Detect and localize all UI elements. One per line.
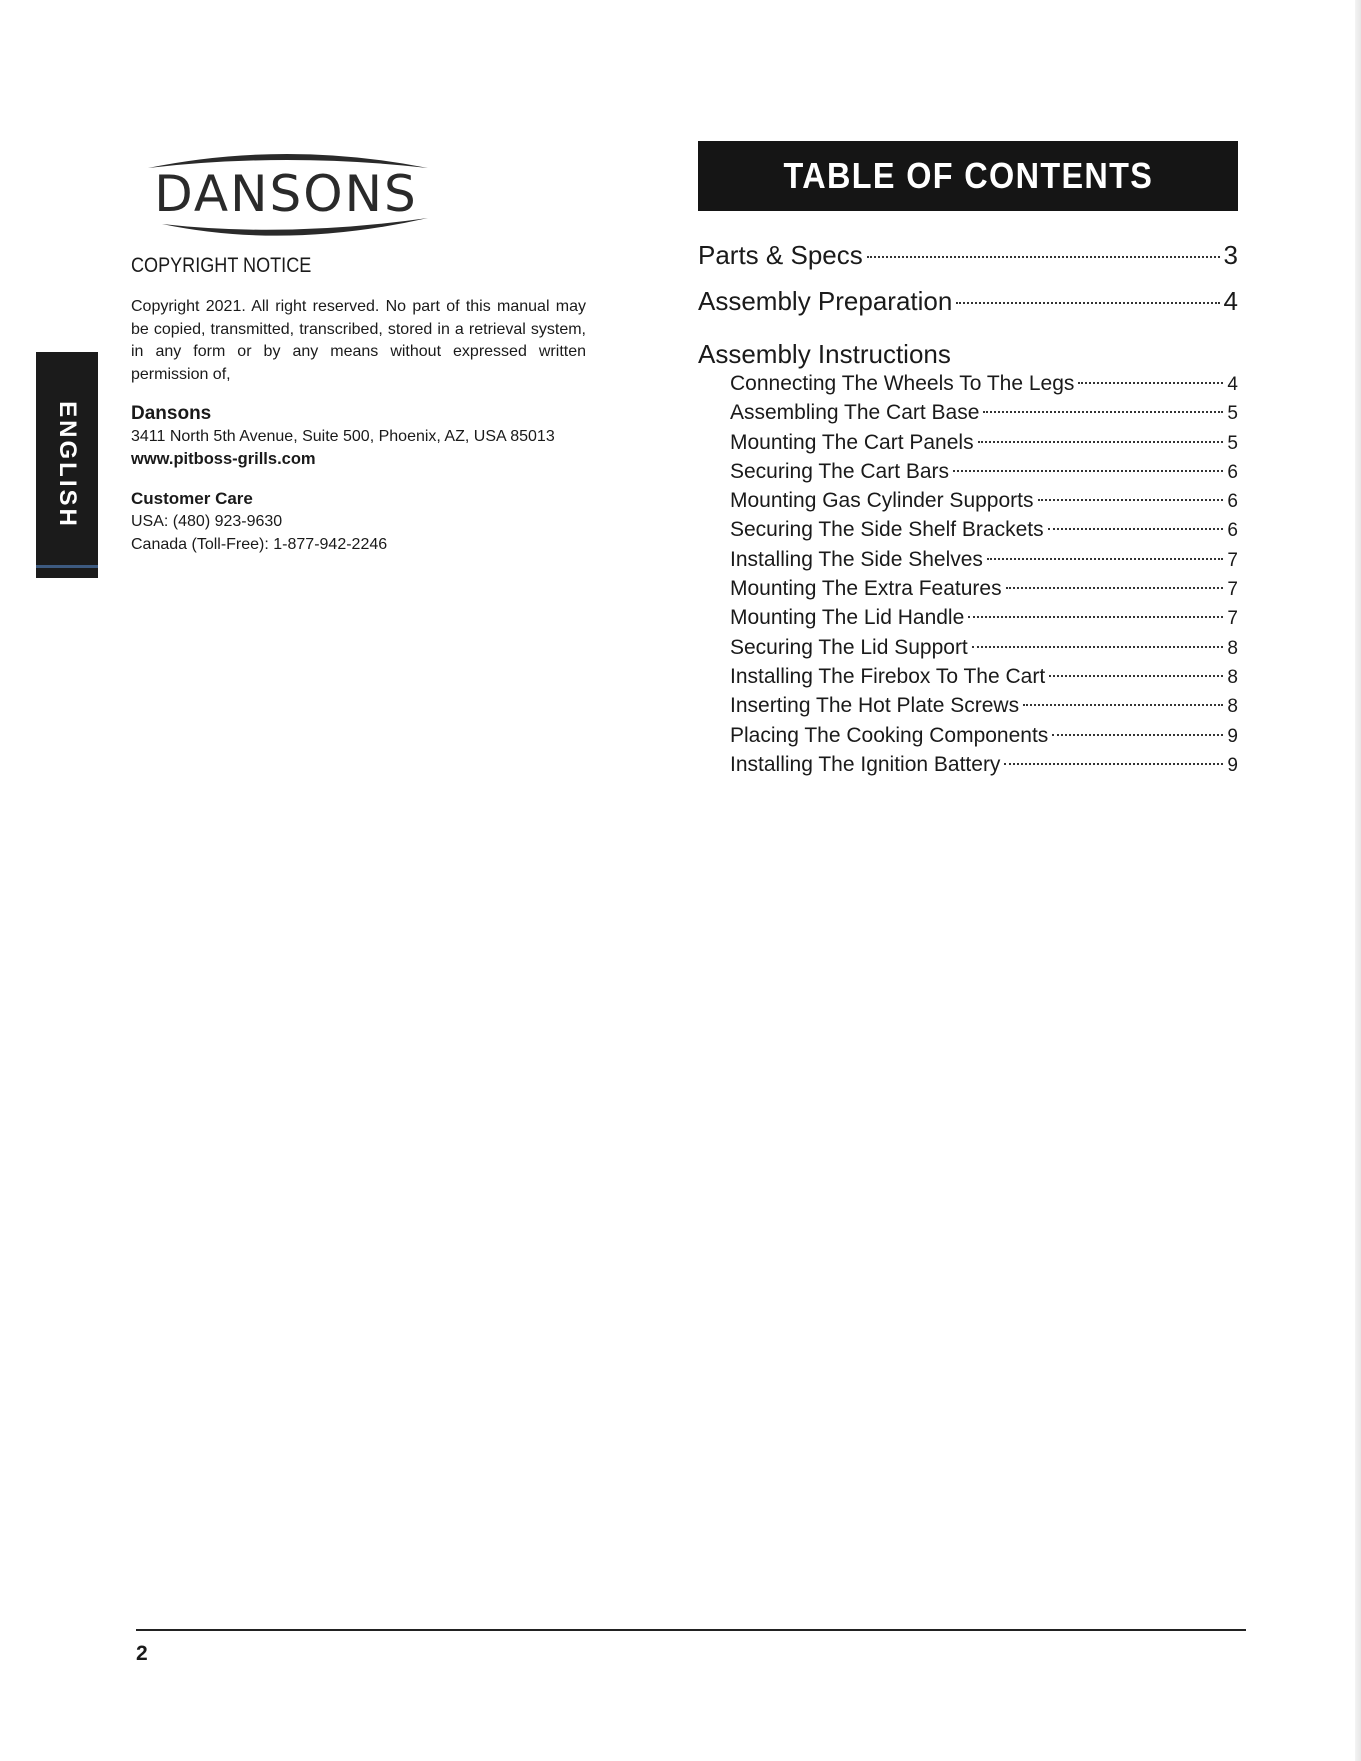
toc-subentry-page: 8 — [1227, 696, 1238, 718]
toc-subentry-label: Securing The Side Shelf Brackets — [730, 518, 1044, 542]
toc-subentry[interactable] — [730, 724, 1238, 753]
toc-leader-dots — [972, 646, 1224, 648]
toc-subentry-label: Installing The Ignition Battery — [730, 752, 1001, 776]
toc-subentry-page: 5 — [1227, 403, 1238, 425]
toc-subentry[interactable] — [730, 753, 1238, 782]
toc-subentry-page: 7 — [1227, 608, 1238, 630]
toc-leader-dots — [1004, 763, 1223, 765]
toc-subentry-page: 9 — [1227, 754, 1238, 776]
toc-subentry-label: Connecting The Wheels To The Legs — [730, 372, 1075, 395]
toc-entry[interactable] — [698, 240, 1238, 286]
toc-title: TABLE OF CONTENTS — [783, 155, 1153, 196]
toc-subentry-page: 8 — [1227, 666, 1238, 688]
footer-divider — [136, 1629, 1246, 1631]
toc-subentry-label: Mounting The Extra Features — [730, 577, 1002, 601]
toc-leader-dots — [1078, 382, 1223, 384]
language-tab-accent — [36, 565, 98, 568]
toc-subentry-label: Mounting The Cart Panels — [730, 430, 974, 454]
language-tab-label: ENGLISH — [54, 401, 81, 529]
toc-subentry[interactable] — [730, 665, 1238, 694]
company-name: Dansons — [131, 403, 212, 424]
toc-entry-label: Assembly Preparation — [698, 286, 953, 316]
toc-leader-dots — [867, 256, 1220, 258]
toc-subentry[interactable] — [730, 577, 1238, 606]
toc-subentry-page: 6 — [1227, 461, 1238, 483]
toc-subentry[interactable] — [730, 401, 1238, 430]
toc-leader-dots — [987, 558, 1223, 560]
toc-subentry-page: 4 — [1227, 374, 1238, 395]
toc-leader-dots — [956, 302, 1219, 304]
toc-subentry-label: Securing The Lid Support — [730, 635, 968, 659]
toc-header — [698, 141, 1238, 211]
toc-subentry-page: 5 — [1227, 432, 1238, 454]
copyright-heading: COPYRIGHT NOTICE — [131, 254, 312, 277]
toc-leader-dots — [1049, 675, 1223, 677]
toc-entry-label: Parts & Specs — [698, 240, 863, 270]
dansons-logo — [128, 146, 444, 242]
toc-leader-dots — [1038, 499, 1224, 501]
toc-subentry-label: Securing The Cart Bars — [730, 459, 950, 483]
toc-leader-dots — [1006, 587, 1224, 589]
customer-care-heading: Customer Care — [131, 489, 253, 508]
toc-subentry-page: 6 — [1227, 520, 1238, 542]
toc-subentry-label: Mounting Gas Cylinder Supports — [730, 489, 1034, 513]
toc-leader-dots — [953, 470, 1223, 472]
toc-entry[interactable] — [698, 286, 1238, 332]
toc-subentry[interactable] — [730, 636, 1238, 665]
copyright-body: Copyright 2021. All right reserved. No part of this manual may be copied, transmitted, transcribed, stored in a retrieval system, in any form or by any means without expressed written permission of, — [131, 298, 586, 383]
copyright-column — [131, 254, 586, 556]
toc-subentry-page: 8 — [1227, 637, 1238, 659]
toc-entry-page: 3 — [1223, 240, 1238, 270]
toc-section-heading: Assembly Instructions — [698, 339, 951, 369]
toc-subentry-page: 7 — [1227, 549, 1238, 571]
toc-subentry-label: Installing The Firebox To The Cart — [730, 664, 1046, 688]
toc-subentry-label: Placing The Cooking Components — [730, 723, 1049, 747]
logo-text: DANSONS — [154, 165, 418, 223]
toc-subentry[interactable] — [730, 548, 1238, 577]
page-edge — [1355, 0, 1361, 1761]
toc-subentry-page: 7 — [1227, 579, 1238, 601]
toc-leader-dots — [968, 616, 1223, 618]
toc-subentry-page: 6 — [1227, 491, 1238, 513]
company-address: 3411 North 5th Avenue, Suite 500, Phoenix, AZ, USA 85013 — [131, 428, 555, 445]
customer-care-usa: USA: (480) 923-9630 — [131, 513, 283, 530]
toc-subentry[interactable] — [730, 431, 1238, 460]
table-of-contents — [698, 240, 1238, 782]
toc-subentry[interactable] — [730, 372, 1238, 401]
toc-leader-dots — [1023, 704, 1223, 706]
language-tab — [36, 352, 98, 578]
toc-subentry[interactable] — [730, 489, 1238, 518]
toc-entry-page: 4 — [1223, 286, 1238, 316]
page-number: 2 — [136, 1642, 148, 1665]
toc-subentry[interactable] — [730, 694, 1238, 723]
toc-leader-dots — [978, 441, 1224, 443]
toc-subentry-label: Mounting The Lid Handle — [730, 606, 965, 630]
toc-subentry[interactable] — [730, 460, 1238, 489]
toc-leader-dots — [1052, 734, 1223, 736]
toc-subentry-label: Installing The Side Shelves — [730, 547, 983, 571]
toc-leader-dots — [1048, 528, 1224, 530]
toc-leader-dots — [983, 411, 1223, 413]
toc-subentry-label: Assembling The Cart Base — [730, 401, 980, 425]
company-website: www.pitboss-grills.com — [131, 450, 316, 468]
toc-subentry-label: Inserting The Hot Plate Screws — [730, 694, 1020, 718]
toc-subentry[interactable] — [730, 606, 1238, 635]
customer-care-canada: Canada (Toll-Free): 1-877-942-2246 — [131, 536, 388, 553]
toc-subentry[interactable] — [730, 518, 1238, 547]
toc-subentry-page: 9 — [1227, 725, 1238, 747]
